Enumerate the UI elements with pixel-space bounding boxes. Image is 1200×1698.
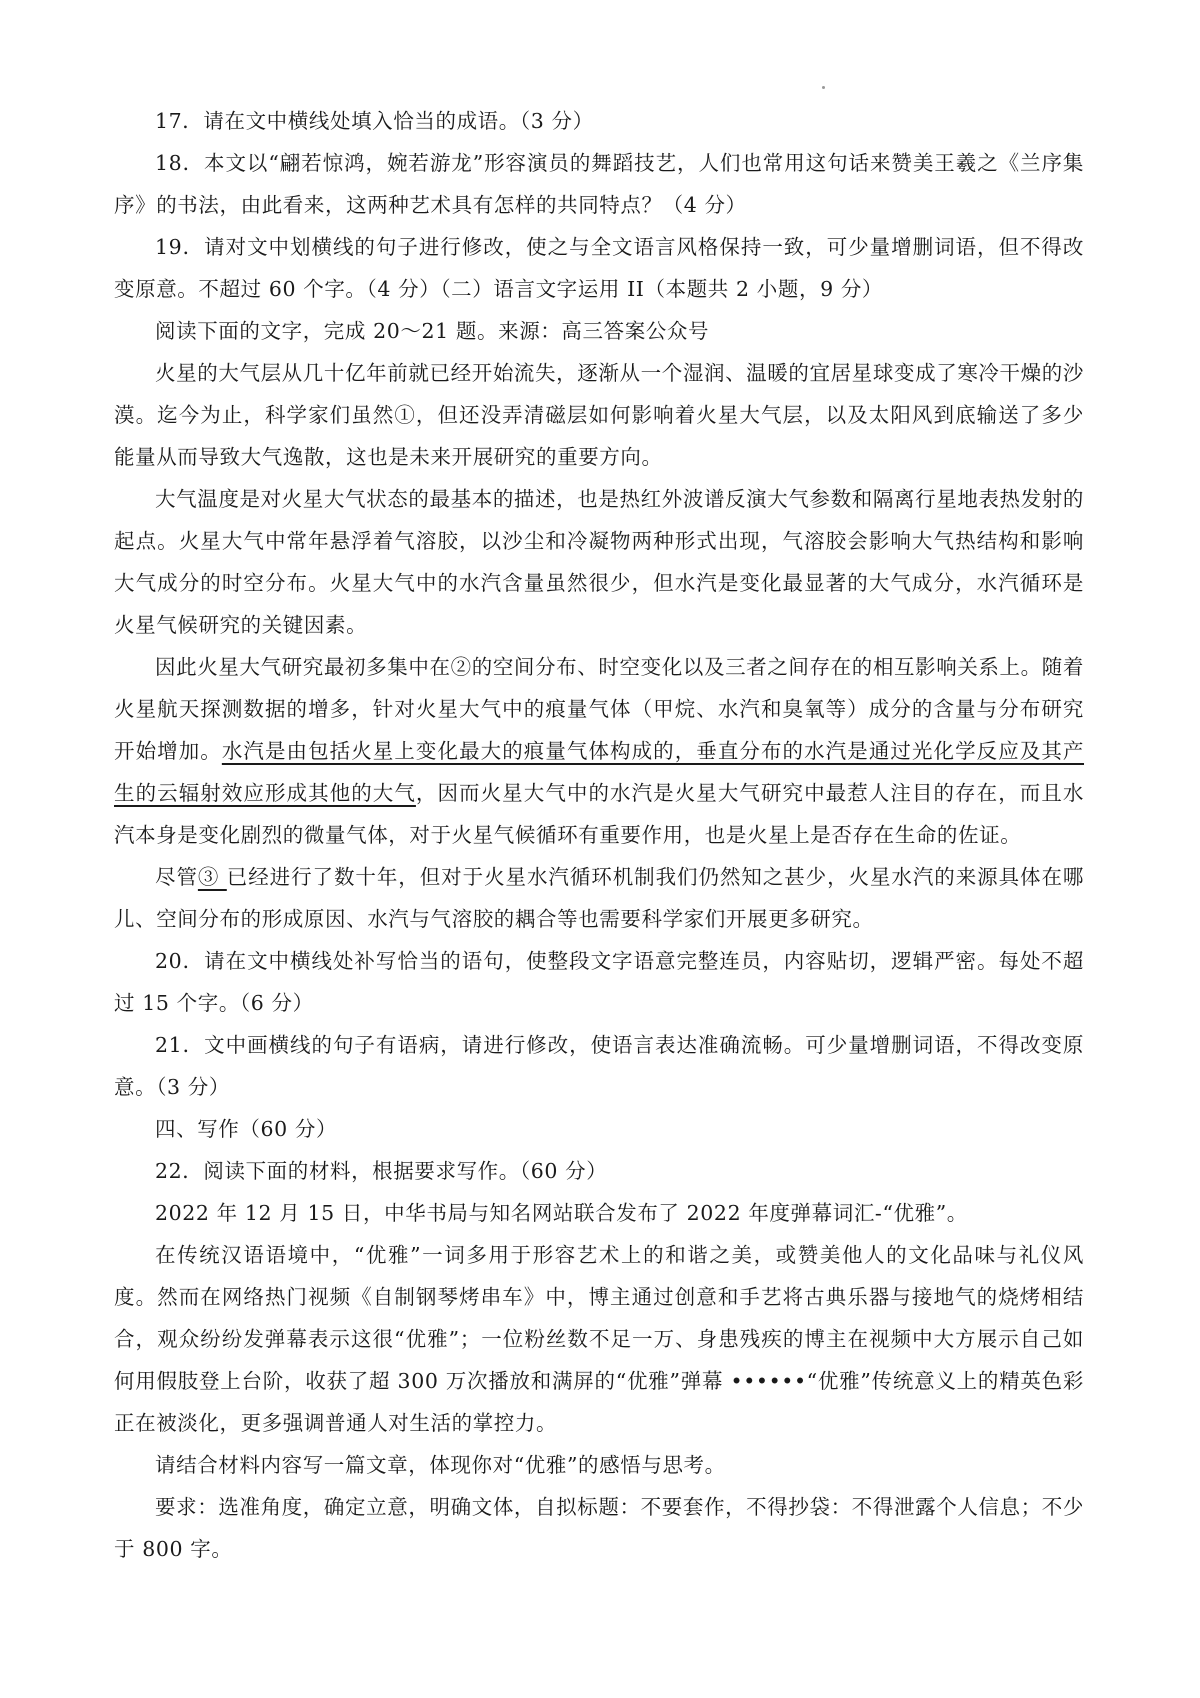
passage-3-text-after: ，因而火星大气中的水汽是火星大气研究中最惹人注目的存在，而且水汽本身是变化剧烈的微量气体，对于火星气候循环有重要作用，也是火星上是否存在生命的佐证。 xyxy=(114,781,1084,847)
question-17: 17．请在文中横线处填入恰当的成语。（3 分） xyxy=(155,109,594,133)
writing-prompt: 请结合材料内容写一篇文章，体现你对“优雅”的感悟与思考。 xyxy=(155,1453,726,1477)
material-paragraph-2: 在传统汉语语境中，“优雅”一词多用于形容艺术上的和谐之美，或赞美他人的文化品味与礼仪风度。然而在网络热门视频《自制钢琴烤串车》中，博主通过创意和手艺将古典乐器与接地气的烧烤相结合，观众纷纷发弹幕表示这很“优雅”；一位粉丝数不足一万、身患残疾的博主在视频中大方展示自己如何用假肢登上台阶，收获了超 300 万次播放和满屏的“优雅”弹幕 ••••••“优雅”传统意义上的精英色彩正在被淡化，更多强调普通人对生活的掌控力。 xyxy=(114,1243,1084,1435)
question-18: 18．本文以“翩若惊鸿，婉若游龙”形容演员的舞蹈技艺，人们也常用这句话来赞美王羲之《兰序集序》的书法，由此看来，这两种艺术具有怎样的共同特点？（4 分） xyxy=(114,151,1084,217)
reading-intro: 阅读下面的文字，完成 20～21 题。来源：高三答案公众号 xyxy=(155,319,710,343)
passage-paragraph-2: 大气温度是对火星大气状态的最基本的描述，也是热红外波谱反演大气参数和隔离行星地表热发射的起点。火星大气中常年悬浮着气溶胶，以沙尘和冷凝物两种形式出现，气溶胶会影响大气热结构和影响大气成分的时空分布。火星大气中的水汽含量虽然很少，但水汽是变化最显著的大气成分，水汽循环是火星气候研究的关键因素。 xyxy=(114,487,1084,637)
writing-requirements: 要求：选准角度，确定立意，明确文体，自拟标题：不要套作，不得抄袋：不得泄露个人信息；不少于 800 字。 xyxy=(114,1495,1084,1561)
material-paragraph-1: 2022 年 12 月 15 日，中华书局与知名网站联合发布了 2022 年度弹幕词汇-“优雅”。 xyxy=(155,1201,968,1225)
passage-paragraph-3 xyxy=(114,646,1084,856)
question-21: 21．文中画横线的句子有语病，请进行修改，使语言表达准确流畅。可少量增删词语，不得改变原意。（3 分） xyxy=(114,1033,1084,1099)
passage-paragraph-4 xyxy=(114,856,1084,940)
section-4-heading: 四、写作（60 分） xyxy=(155,1117,338,1141)
passage-paragraph-1: 火星的大气层从几十亿年前就已经开始流失，逐渐从一个湿润、温暖的宜居星球变成了寒冷干燥的沙漠。迄今为止，科学家们虽然①，但还没弄清磁层如何影响着火星大气层，以及太阳风到底输送了多少能量从而导致大气逸散，这也是未来开展研究的重要方向。 xyxy=(114,361,1084,469)
scan-speck xyxy=(822,86,825,89)
passage-4-text-before: 尽管 xyxy=(155,865,198,889)
question-22: 22．阅读下面的材料，根据要求写作。（60 分） xyxy=(155,1159,608,1183)
question-19: 19．请对文中划横线的句子进行修改，使之与全文语言风格保持一致，可少量增删词语，但不得改变原意。不超过 60 个字。（4 分）（二）语言文字运用 II（本题共 2 小题，9 分） xyxy=(114,235,1084,301)
blank-3: ③ xyxy=(197,865,227,889)
underlined-sentence: 水汽是由包括火星上变化最大的痕量气体构成的，垂直分布的水汽是通过光化学反应及其产生的云辐射效应形成其他的大气 xyxy=(114,739,1085,805)
passage-4-text-after: 已经进行了数十年，但对于火星水汽循环机制我们仍然知之甚少，火星水汽的来源具体在哪儿、空间分布的形成原因、水汽与气溶胶的耦合等也需要科学家们开展更多研究。 xyxy=(114,865,1085,931)
question-20: 20．请在文中横线处补写恰当的语句，使整段文字语意完整连员，内容贴切，逻辑严密。每处不超过 15 个字。（6 分） xyxy=(114,949,1084,1015)
passage-3-text-before: 因此火星大气研究最初多集中在②的空间分布、时空变化以及三者之间存在的相互影响关系上。随着火星航天探测数据的增多，针对火星大气中的痕量气体（甲烷、水汽和臭氧等）成分的含量与分布研究开始增加。 xyxy=(114,655,1084,763)
exam-page xyxy=(114,100,1084,1570)
